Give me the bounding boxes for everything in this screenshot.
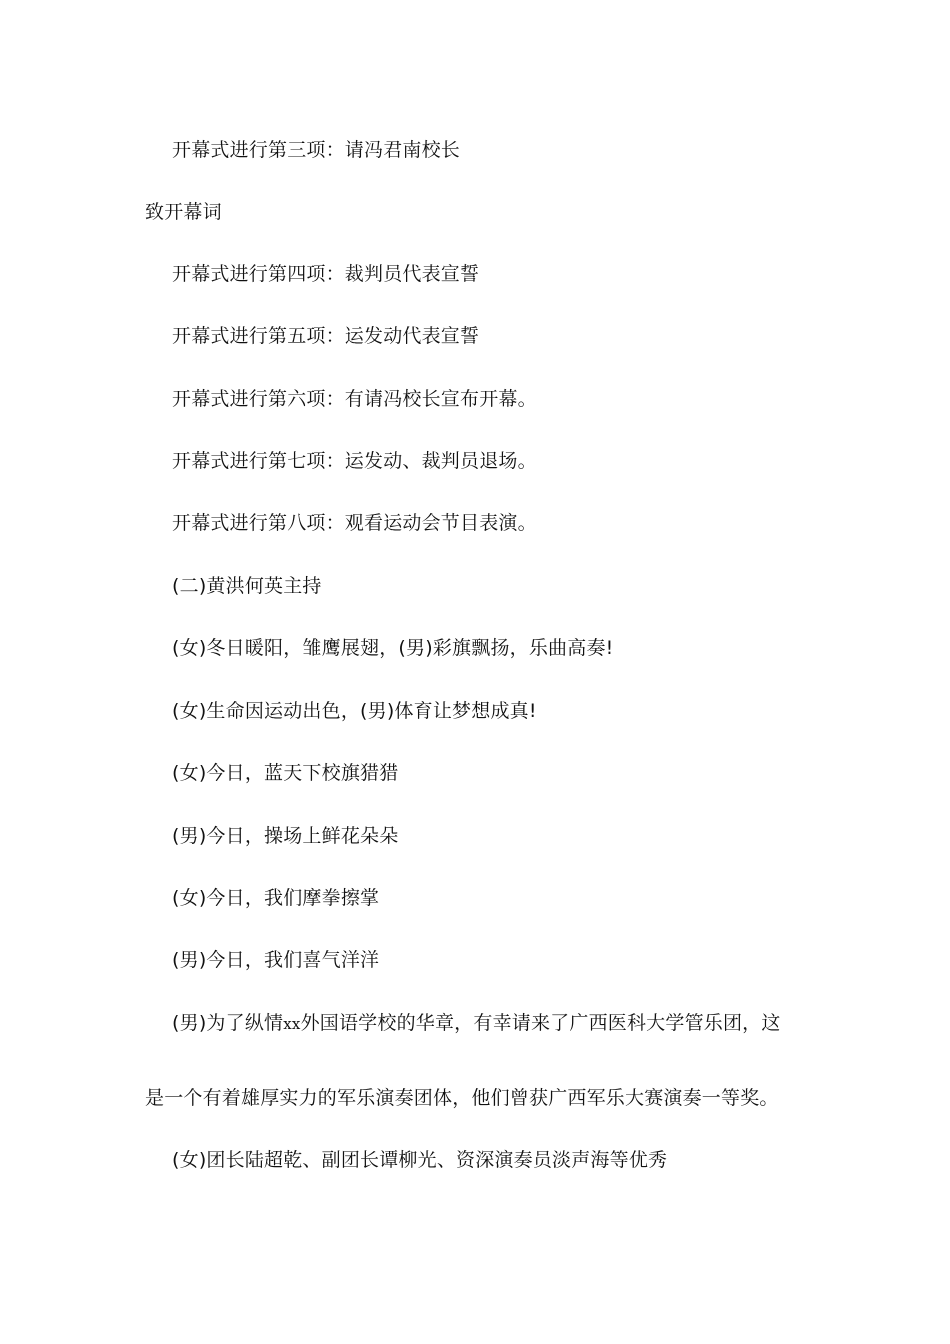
paragraph-text: 外国语学校的华章，有幸请来了广西医科大学管乐团，这 — [300, 1012, 781, 1034]
section-heading: (二)黄洪何英主持 — [172, 575, 322, 597]
text-line: (男)今日，操场上鲜花朵朵 — [172, 825, 399, 847]
text-line: 开幕式进行第四项：裁判员代表宣誓 — [172, 263, 480, 285]
paragraph-line — [172, 1011, 781, 1036]
paragraph-text: (男)为了纵情 — [172, 1012, 284, 1034]
text-line: 开幕式进行第七项：运发动、裁判员退场。 — [172, 450, 537, 472]
text-line: (女)今日，蓝天下校旗猎猎 — [172, 762, 399, 784]
text-line: 开幕式进行第八项：观看运动会节目表演。 — [172, 512, 537, 534]
placeholder-text: xx — [283, 1015, 301, 1033]
text-line: (女)生命因运动出色，(男)体育让梦想成真! — [172, 700, 537, 722]
text-line: 开幕式进行第三项：请冯君南校长 — [172, 139, 461, 161]
text-line: (女)团长陆超乾、副团长谭柳光、资深演奏员淡声海等优秀 — [172, 1149, 668, 1171]
paragraph-line: 是一个有着雄厚实力的军乐演奏团体，他们曾获广西军乐大赛演奏一等奖。 — [145, 1087, 779, 1109]
text-line: 致开幕词 — [145, 201, 222, 223]
text-line: 开幕式进行第五项：运发动代表宣誓 — [172, 325, 480, 347]
text-line: (女)今日，我们摩拳擦掌 — [172, 887, 380, 909]
text-line: (女)冬日暖阳，雏鹰展翅，(男)彩旗飘扬，乐曲高奏! — [172, 637, 614, 659]
text-line: (男)今日，我们喜气洋洋 — [172, 949, 380, 971]
text-line: 开幕式进行第六项：有请冯校长宣布开幕。 — [172, 388, 537, 410]
